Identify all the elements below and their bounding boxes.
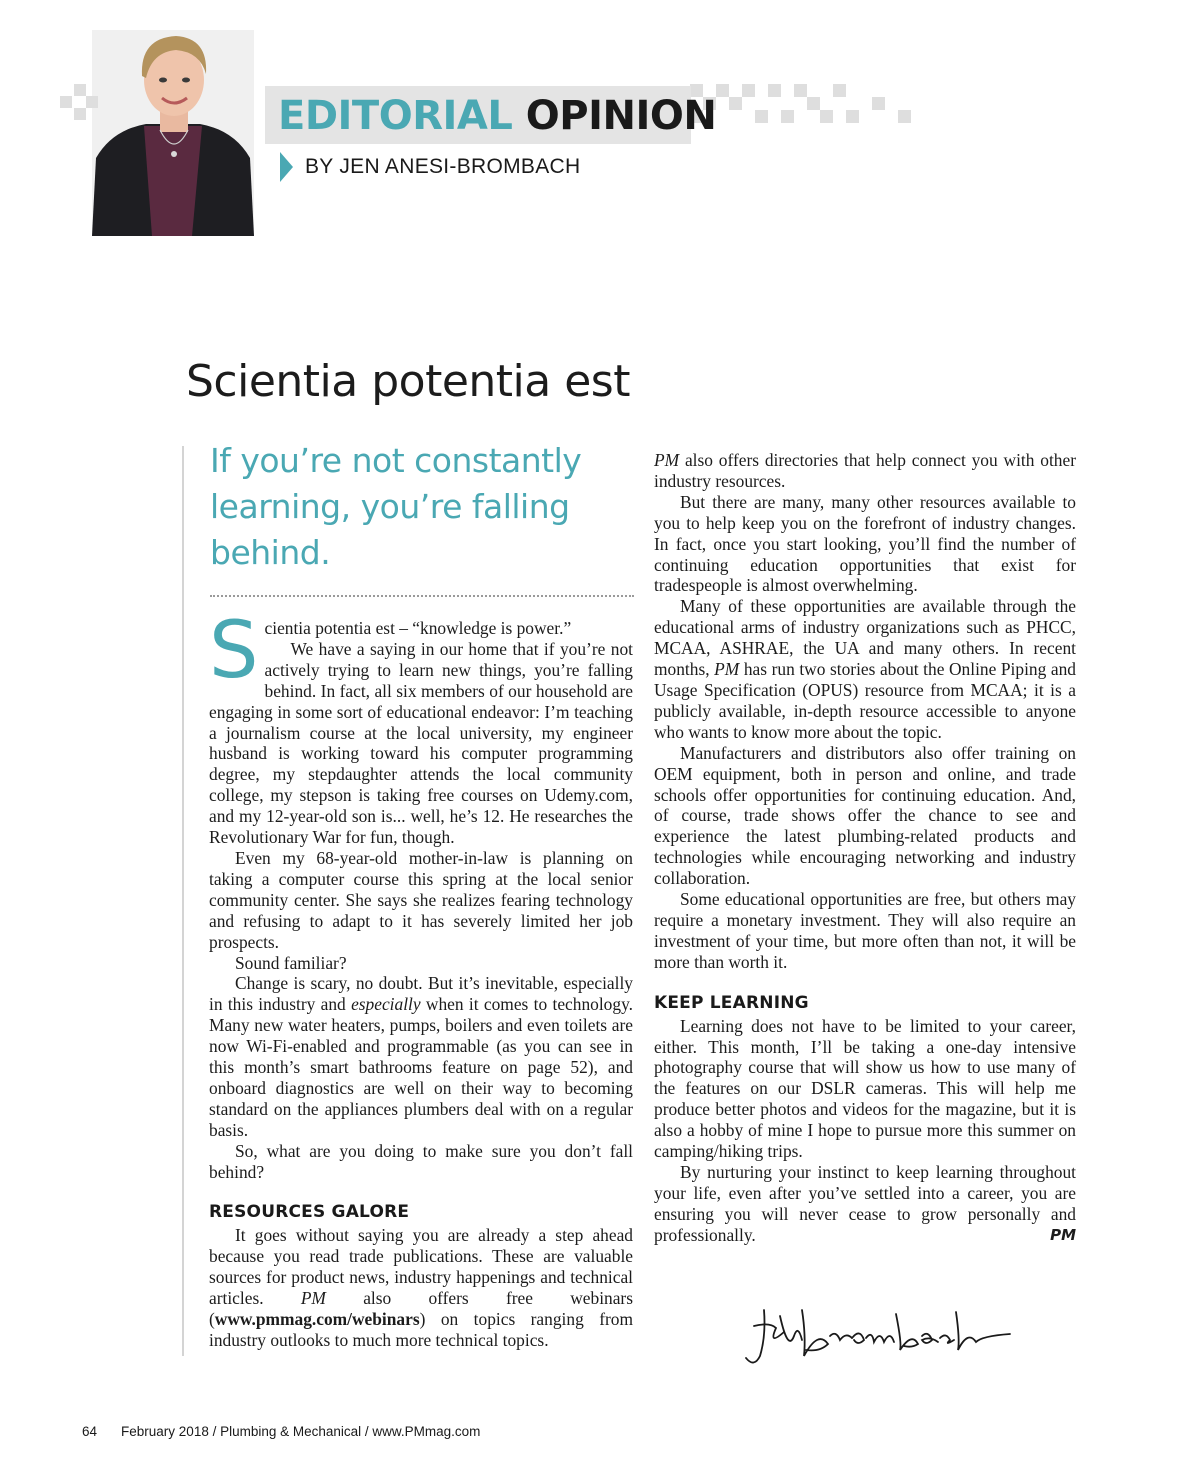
author-photo (92, 30, 254, 236)
section-title-editorial: EDITORIAL (278, 93, 513, 139)
paragraph: Manufacturers and distributors also offer training on OEM equipment, both in person and online, and trade schools offer opportunities for continuing education. And, of course, trade shows offer the chance to see and experience the latest plumbing-related products and technologies while encouraging networking and industry collaboration. (654, 742, 1076, 889)
section-title (278, 88, 716, 144)
paragraph: So, what are you doing to make sure you don’t fall behind? (209, 1140, 633, 1182)
paragraph: Even my 68-year-old mother-in-law is planning on taking a computer course this spring at the local senior community center. She says she realizes fearing technology and refusing to adapt to it has severely limited her job prospects. (209, 847, 633, 952)
byline (280, 152, 580, 182)
article-deck: If you’re not constantly learning, you’re falling behind. (210, 441, 582, 572)
right-column (654, 450, 1076, 1246)
paragraph: It goes without saying you are already a step ahead because you read trade publications. These are valuable sources for product news, industry happenings and technical articles. PM also offers free webinars (www.pmmag.com/webinars) on topics ranging from industry outlooks to much more technical topics. (209, 1225, 633, 1350)
paragraph: But there are many, many other resources available to you to help keep you on the forefront of industry changes. In fact, once you start looking, you’ll find the number of continuing education opportunities that exist for tradespeople is almost overwhelming. (654, 491, 1076, 596)
byline-text: BY JEN ANESI-BROMBACH (305, 155, 581, 178)
paragraph: Sound familiar? (235, 952, 347, 973)
paragraph: Change is scary, no doubt. But it’s inevitable, especially in this industry and especially when it comes to technology. Many new water heaters, pumps, boilers and even toilets are now Wi-Fi-enabled and programmable (as you can see in this month’s smart bathrooms feature on page 52), and onboard diagnostics are well on their way to becoming standard on the appliances plumbers deal with on a regular basis. (209, 973, 633, 1140)
page-footer (82, 1424, 480, 1439)
article-headline: Scientia potentia est (186, 356, 630, 407)
paragraph: Learning does not have to be limited to your career, either. This month, I’ll be taking a one-day intensive photography course that will show us how to use many of the features on our DSLR cameras. This will help me produce better photos and videos for the magazine, but it is also a hobby of mine I hope to pursue more this summer on camping/hiking trips. (654, 1015, 1076, 1162)
webinars-link[interactable]: www.pmmag.com/webinars (214, 1309, 420, 1330)
paragraph: PM also offers directories that help connect you with other industry resources. (654, 450, 1076, 491)
end-mark: PM (1050, 1225, 1076, 1244)
dotted-divider (210, 595, 634, 597)
paragraph: Scientia potentia est – “knowledge is power.” (209, 606, 572, 696)
checker-pattern-right (690, 84, 916, 134)
vertical-rule (182, 446, 184, 1356)
footer-text: February 2018 / Plumbing & Mechanical / www.PMmag.com (121, 1424, 481, 1439)
paragraph: Many of these opportunities are available through the educational arms of industry organizations such as PHCC, MCAA, ASHRAE, the UA and many others. In recent months, PM has run two stories about the Online Piping and Usage Specification (OPUS) resource from MCAA; it is a publicly available, in-depth resource accessible to anyone who wants to know more about the topic. (654, 596, 1076, 742)
byline-arrow-icon (280, 152, 293, 182)
paragraph: We have a saying in our home that if you’re not actively trying to learn new things, you’re falling behind. In fact, all six members of our household are engaging in some sort of educational endeavor: I’m teaching a journalism course at the local university, my engineer husband is working toward his computer programming degree, my stepdaughter attends the local community college, my stepson is taking free courses on Udemy.com, and my 12-year-old son is... well, he’s 12. He researches the Revolutionary War for fun, though. (209, 638, 633, 848)
paragraph: By nurturing your instinct to keep learning throughout your life, even after you’ve settled into a career, you are ensuring you will never cease to grow personally and professionally. PM (654, 1162, 1076, 1245)
checker-pattern-left (60, 84, 100, 134)
subhead-resources-galore: RESOURCES GALORE (209, 1202, 410, 1223)
left-column (209, 606, 633, 1351)
drop-cap: S (209, 606, 259, 696)
paragraph: Some educational opportunities are free, but others may require a monetary investment. They will also require an investment of your time, but more often than not, it will be more than worth it. (654, 889, 1076, 972)
subhead-keep-learning: KEEP LEARNING (654, 992, 809, 1013)
section-title-opinion: OPINION (525, 93, 717, 139)
author-signature (740, 1296, 1020, 1376)
page-number: 64 (82, 1424, 98, 1439)
